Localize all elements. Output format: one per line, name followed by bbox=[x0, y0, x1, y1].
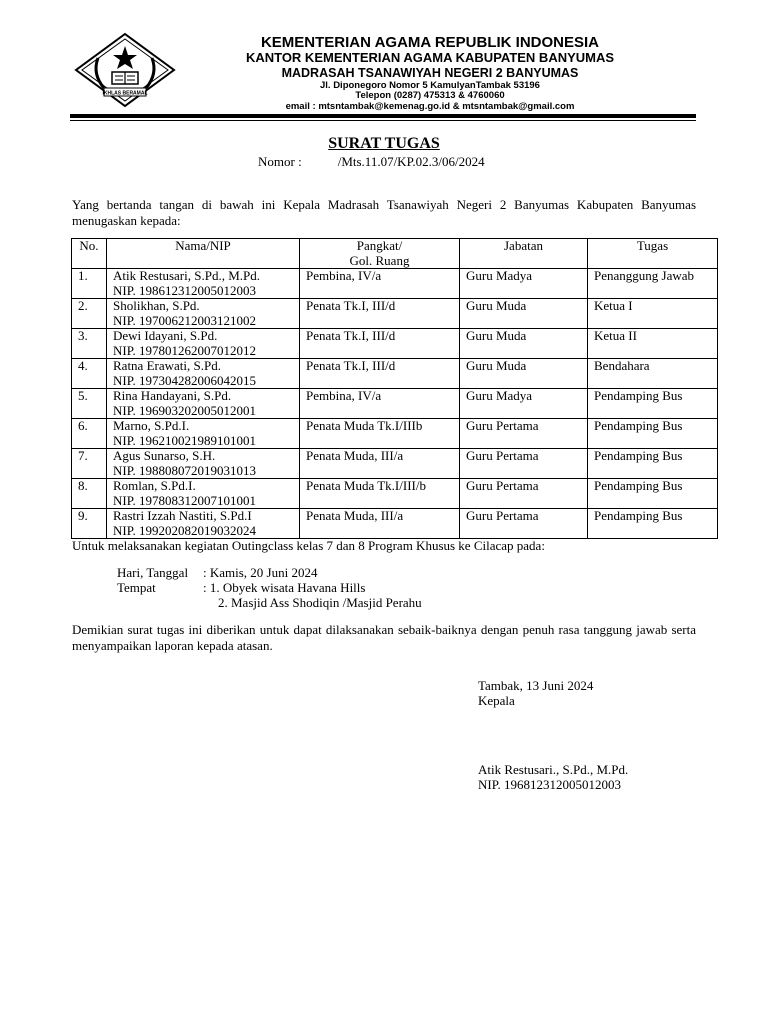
table-row: 9. Rastri Izzah Nastiti, S.Pd.I NIP. 199202082019032024 Penata Muda, III/a Guru Pertama Pendamping Bus bbox=[72, 509, 718, 539]
table-body bbox=[72, 269, 718, 539]
letterhead-divider-thin bbox=[70, 120, 696, 121]
signature-nip: NIP. 196812312005012003 bbox=[478, 777, 622, 792]
staff-table bbox=[71, 238, 718, 539]
letterhead bbox=[190, 34, 670, 113]
header-tugas: Tugas bbox=[588, 239, 718, 269]
nomor-label: Nomor : bbox=[258, 154, 302, 169]
nomor-value: /Mts.11.07/KP.02.3/06/2024 bbox=[337, 154, 485, 169]
table-header-row bbox=[72, 239, 718, 269]
signature-header bbox=[478, 678, 593, 708]
header-pangkat: Pangkat/ Gol. Ruang bbox=[300, 239, 460, 269]
place-label: Tempat bbox=[117, 580, 156, 595]
letterhead-email: email : mtsntambak@kemenag.go.id & mtsntambak@gmail.com bbox=[285, 101, 575, 113]
intro-paragraph: Yang bertanda tangan di bawah ini Kepala Madrasah Tsanawiyah Negeri 2 Banyumas Kabupaten Banyumas menugaskan kepada: bbox=[72, 197, 696, 228]
table-row: 4. Ratna Erawati, S.Pd. NIP. 197304282006042015 Penata Tk.I, III/d Guru Muda Bendahara bbox=[72, 359, 718, 389]
date-label: Hari, Tanggal bbox=[117, 565, 189, 580]
table-row: 7. Agus Sunarso, S.H. NIP. 198808072019031013 Penata Muda, III/a Guru Pertama Pendamping Bus bbox=[72, 449, 718, 479]
date-value: : Kamis, 20 Juni 2024 bbox=[203, 565, 318, 580]
kemenag-emblem-icon bbox=[70, 30, 180, 110]
letterhead-ministry: KEMENTERIAN AGAMA REPUBLIK INDONESIA bbox=[260, 34, 600, 51]
table-row: 3. Dewi Idayani, S.Pd. NIP. 197801262007012012 Penata Tk.I, III/d Guru Muda Ketua II bbox=[72, 329, 718, 359]
table-row: 8. Romlan, S.Pd.I. NIP. 197808312007101001 Penata Muda Tk.I/III/b Guru Pertama Pendamping Bus bbox=[72, 479, 718, 509]
letterhead-office: KANTOR KEMENTERIAN AGAMA KABUPATEN BANYUMAS bbox=[245, 50, 615, 66]
table-row: 5. Rina Handayani, S.Pd. NIP. 196903202005012001 Pembina, IV/a Guru Madya Pendamping Bus bbox=[72, 389, 718, 419]
purpose-paragraph: Untuk melaksanakan kegiatan Outingclass kelas 7 dan 8 Program Khusus ke Cilacap pada: bbox=[72, 538, 545, 553]
signature-name: Atik Restusari., S.Pd., M.Pd. bbox=[478, 762, 629, 777]
header-nama: Nama/NIP bbox=[107, 239, 300, 269]
closing-paragraph: Demikian surat tugas ini diberikan untuk dapat dilaksanakan sebaik-baiknya dengan penuh rasa tanggung jawab serta menyampaikan laporan kepada atasan. bbox=[72, 622, 696, 653]
logo-text: IKHLAS BERAMAL bbox=[102, 90, 148, 97]
document-number bbox=[258, 154, 485, 170]
letterhead-divider bbox=[70, 114, 696, 118]
place-value-1: : 1. Obyek wisata Havana Hills bbox=[203, 580, 366, 595]
letterhead-school: MADRASAH TSANAWIYAH NEGERI 2 BANYUMAS bbox=[281, 66, 579, 81]
letterhead-phone: Telepon (0287) 475313 & 4760060 bbox=[355, 90, 505, 102]
activity-details bbox=[117, 565, 422, 610]
signature-position: Kepala bbox=[478, 693, 515, 708]
header-no: No. bbox=[72, 239, 107, 269]
table-row: 2. Sholikhan, S.Pd. NIP. 197006212003121002 Penata Tk.I, III/d Guru Muda Ketua I bbox=[72, 299, 718, 329]
place-value-2: 2. Masjid Ass Shodiqin /Masjid Perahu bbox=[218, 595, 422, 610]
signature-block bbox=[478, 762, 628, 792]
signature-place-date: Tambak, 13 Juni 2024 bbox=[478, 678, 594, 693]
document-title: SURAT TUGAS bbox=[328, 135, 440, 152]
letterhead-address: Jl. Diponegoro Nomor 5 KamulyanTambak 53196 bbox=[320, 79, 540, 91]
header-jabatan: Jabatan bbox=[460, 239, 588, 269]
table-row: 1. Atik Restusari, S.Pd., M.Pd. NIP. 198612312005012003 Pembina, IV/a Guru Madya Penanggung Jawab bbox=[72, 269, 718, 299]
table-row: 6. Marno, S.Pd.I. NIP. 196210021989101001 Penata Muda Tk.I/IIIb Guru Pertama Pendamping Bus bbox=[72, 419, 718, 449]
